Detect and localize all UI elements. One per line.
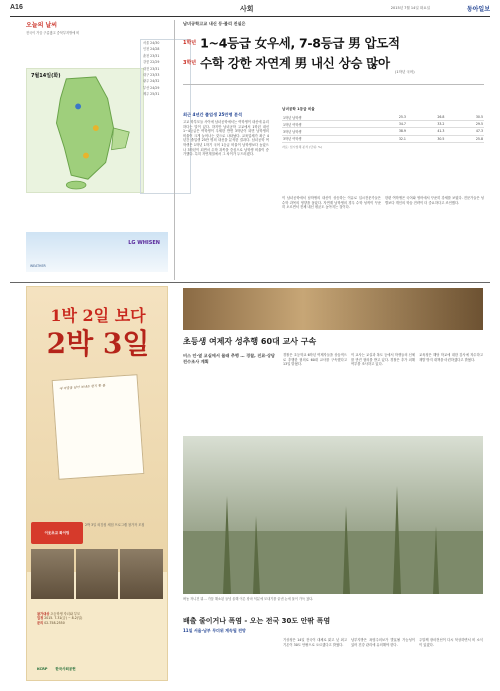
table-cell: 26.8 [407,114,446,121]
promo-letter-text: 내 마음을 담아 보내는 편지 한 통 [59,383,106,391]
city-temp: 인천 24/28 [143,47,160,52]
promo-badge: 이웃초교 화이팅 [31,522,83,544]
weather-map [26,68,144,193]
table-cell: 25.8 [445,135,484,142]
body-column: 주말께 장마전선이 다시 북상하면서 비 소식이 있겠다. [419,638,483,647]
issue-date: 2015년 7월 14일 화요일 [390,6,430,10]
city-temp: 강릉 22/29 [143,60,160,65]
article-1-subhead: 최근 4년간 졸업생 25만명 분석 [183,112,243,117]
table-cell: 25.3 [368,114,407,121]
table-title: 남녀공학 1등급 비율 [282,107,315,111]
body-column: 기상청은 14일 전국이 대체로 맑고 낮 최고기온이 30도 안팎으로 오르겠다고 밝혔다. [283,638,347,647]
promo-title-line1: 1박 2일 보다 [50,306,146,325]
table-cell: 30.5 [445,114,484,121]
page-number: A16 [10,4,23,11]
advertisement[interactable] [26,232,168,272]
promo-advertisement[interactable] [26,286,168,681]
article-1-body: 고교 학부모들 사이에 남녀공학에서는 여학생이 내신에 유리하다는 말이 있다. 하지만 남녀공학 고교에서 1학년 내신 1~4등급은 여학생이 우세한 반면 3학년이 되면 남학생의 비율이 크게 늘어나는 것으로 나타났다. 교육업체가 최근 4년간 졸업생 25만 명의 내신을 분석한 결과다. 남녀공학 여학생은 1학년 1학기 국어 1등급 비율이 남학생보다 높았으나 3학년이 되면서 수학 과목을 중심으로 남학생 비율이 증가했다. 특히 자연계열에서 그 차이가 두드러졌다. [183,120,269,157]
table-note: 자료: 입시업체 분석 (단위: %) [282,144,323,149]
section-divider [10,282,490,283]
headline-note: (1학년 국어) [395,70,415,74]
table-cell: 47.3 [445,128,484,135]
article-2-headline[interactable]: 초등생 여제자 성추행 60대 교사 구속 [183,337,317,346]
headline-1-tag: 1학년 [183,40,197,46]
table-cell: 30.5 [407,135,446,142]
table-row [282,135,484,142]
sponsor-logos [37,663,157,675]
city-temp: 대구 23/33 [143,73,160,78]
article-2-body [283,353,483,367]
promo-photo [76,549,119,599]
headline-1[interactable] [183,32,483,52]
table-cell: 38.9 [368,128,407,135]
weather-title [26,20,146,29]
sponsor-logo: KCRP [37,667,48,671]
field-photo-graphic [183,436,483,594]
stats-grid [282,114,484,143]
info-value: 초등학생 자녀와 부모 [50,612,81,616]
promo-info-row [37,621,162,625]
ad-brand: LG WHISEN [128,240,160,246]
body-column: 경찰은 초등학교 6학년 여제자들을 상습적으로 추행한 혐의로 60대 교사를 구속했다고 13일 밝혔다. [283,353,347,367]
column-divider [174,20,175,280]
ad-slogan: WEATHER [30,264,46,268]
city-temp: 서울 24/30 [143,41,160,45]
info-label: 참가대상 [37,612,50,616]
table-cell: 1학년 남학생 [282,114,368,121]
body-column: 이 남녀공학에서 남학생의 내신이 상승하는 이유로 입시전문가들은 수학 과목의 영향을 꼽았다. 자연계 남학생의 경우 수학 성적이 꾸준히 오르면서 전체 내신 평균도 높아지는 것이다. [282,196,381,210]
map-date: 7월14일(화) [31,73,61,79]
field-photo [183,436,483,594]
article-kicker: 남녀공학고교 내신 등·불리 진실은 [183,21,246,26]
sponsor-logo: 한국사회공헌 [55,666,76,671]
info-value: 02-758-2550 [44,620,65,625]
promo-title [39,305,157,361]
table-row [282,128,484,135]
header-rule [10,16,490,17]
article-1-column [183,112,269,157]
table-cell: 41.3 [407,128,446,135]
body-column: 남부지방은 폭염주의보가 발효될 가능성이 있어 건강 관리에 유의해야 한다. [351,638,415,647]
table-cell: 33.2 [407,121,446,128]
info-label: 일정 [37,616,44,621]
headline-2-text: 수학 강한 자연계 男 내신 상승 많아 [200,55,390,71]
promo-letter [52,374,145,480]
promo-caption: 2박 3일 외갓집 체험 프로그램 참가자 모집 [85,523,145,527]
table-cell: 3학년 남학생 [282,128,368,135]
body-column: 이 교사는 교실과 복도 등에서 학생들의 신체를 만진 혐의를 받고 있다. 경찰은 추가 피해 여부를 조사하고 있다. [351,353,415,367]
headline-2[interactable] [183,52,483,72]
headline-2-tag: 3학년 [183,60,197,66]
city-temp: 광주 24/32 [143,79,160,84]
article-2-subhead: 비스 안·옆 교실에서 몰래 추행 … 경찰, 진료·상담 전수조사 계획 [183,353,275,364]
promo-photo [31,549,74,599]
article-1-body-columns [282,196,484,210]
city-temp: 대전 23/31 [143,66,160,71]
table-row [282,114,484,121]
promo-title-line2: 2박 3일 [46,327,150,360]
headline-1-text: 1~4등급 女우세, 7-8등급 男 압도적 [200,35,400,51]
photo-caption: 벼농 자니건 뭐… 가뭄 해소된 들녘 올해 이른 장마 덕분에 모내기를 끝낸 논에 물이 가득 찼다. [183,597,314,601]
promo-photo [120,549,163,599]
stats-table [282,107,484,149]
section-title: 사회 [240,5,254,13]
masthead [10,4,490,14]
table-cell: 34.7 [368,121,407,128]
table-row [282,121,484,128]
promo-info [37,612,162,625]
korea-map-graphic [27,69,143,192]
table-cell: 1학년 여학생 [282,121,368,128]
info-label: 문의 [37,620,44,625]
article-3-headline[interactable]: 배출 줄이거나 폭염 - 오는 전국 30도 안팎 폭염 [183,617,331,625]
body-column: 교육청은 해당 학교에 대한 감사에 착수하고 재발 방지 대책을 마련하겠다고 밝혔다. [419,353,483,362]
table-cell: 29.5 [445,121,484,128]
body-column: 한편 여학생은 국어와 영어에서 꾸준히 강세를 보였다. 전문가들은 성별보다 개인의 학습 전략이 더 중요하다고 조언했다. [385,196,484,205]
city-temp: 춘천 23/31 [143,53,160,58]
newspaper-logo: 동아일보 [466,6,490,13]
weather-title-text: 오늘의 날씨 [26,22,58,29]
city-temp: 제주 25/31 [143,92,160,97]
promo-photo-strip [31,549,163,599]
article-3-subhead: 11일 서울·남부 무더위 계속될 전망 [183,628,246,633]
info-value: 2015. 7.31(금) ~ 8.2(일) [44,616,83,621]
article-2-photo [183,288,483,330]
article-3-body [283,638,483,647]
city-temp: 부산 24/29 [143,85,160,90]
table-cell: 3학년 여학생 [282,135,368,142]
weather-summary: 전국이 가끔 구름많고 중북부지방에 비 [26,31,80,35]
divider [183,84,484,85]
table-cell: 32.1 [368,135,407,142]
